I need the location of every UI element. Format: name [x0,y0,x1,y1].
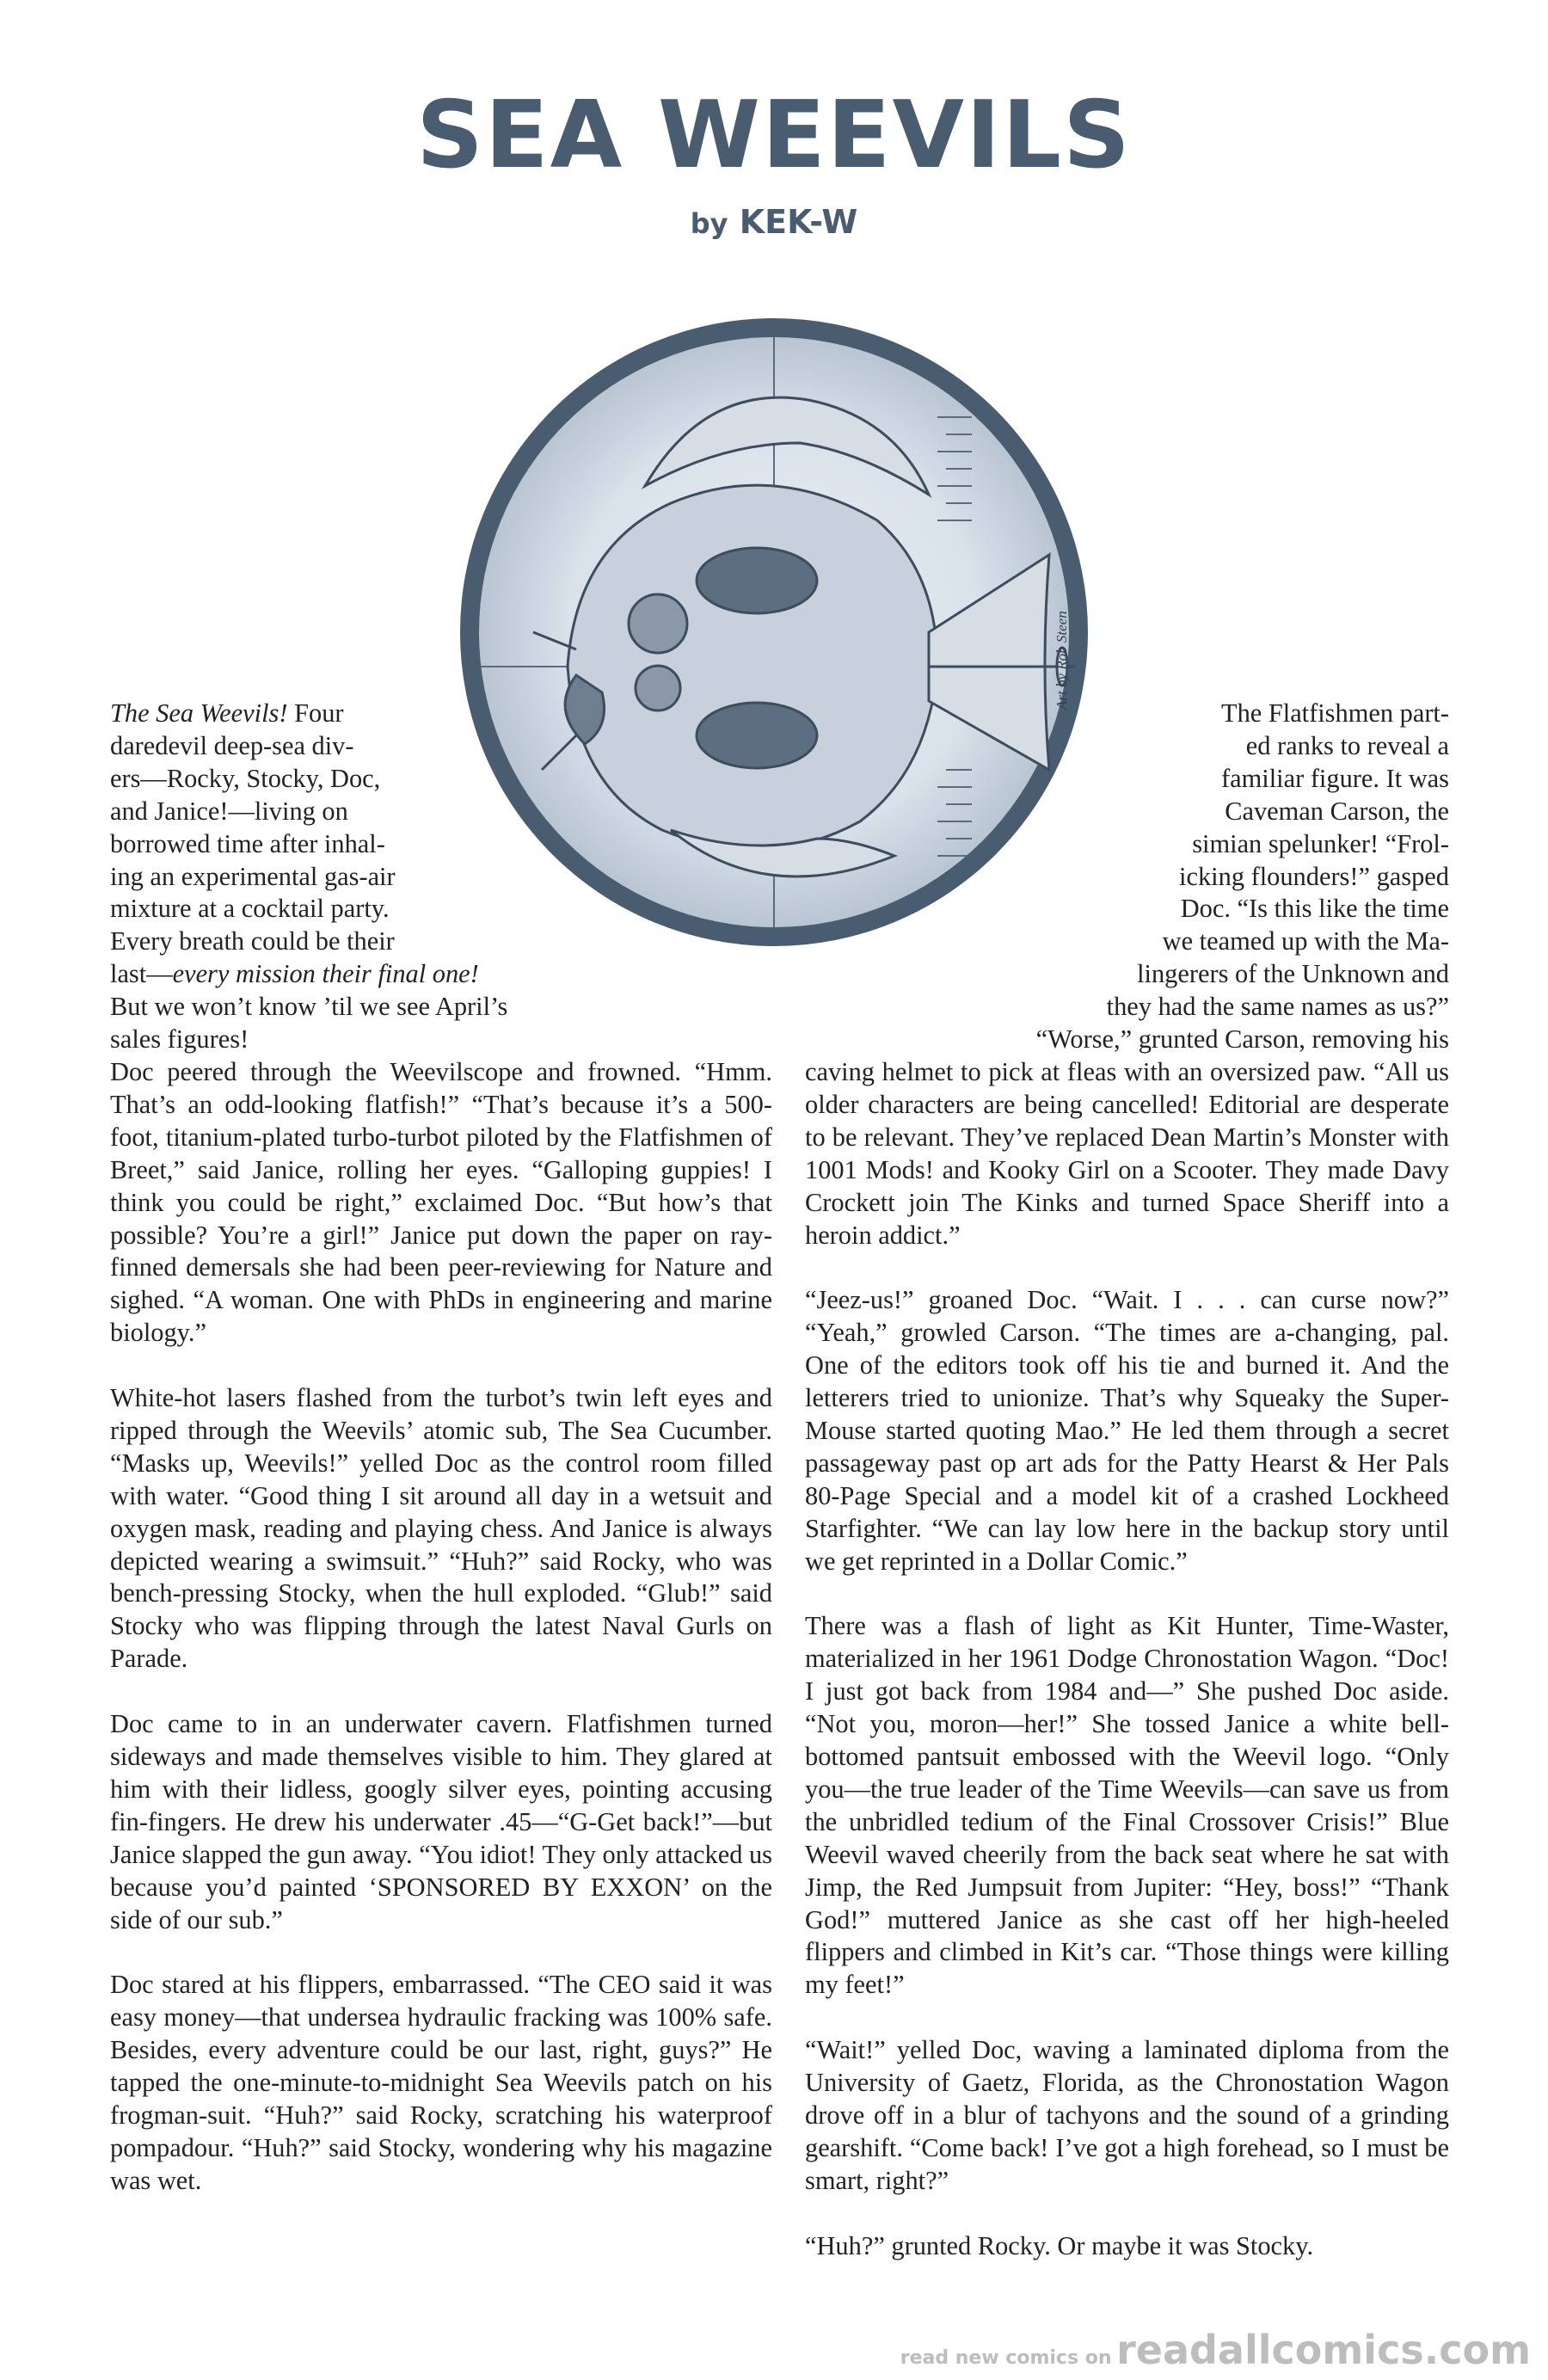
paragraph: White-hot lasers flashed from the turbot’s twin left eyes and ripped through the Weevils’ atomic sub, The Sea Cucumber. “Masks up, Weevils!” yelled Doc as the control room filled with water. “Good thing I sit around all day in a wetsuit and oxygen mask, reading and playing chess. And Janice is always depicted wearing a swimsuit.” “Huh?” said Rocky, who was bench-pressing Stocky, when the hull exploded. “Glub!” said Stocky who was flipping through the latest Naval Gurls on Parade. [110,1383,772,1674]
watermark-prefix: read new comics on [900,2347,1112,2369]
paragraph: caving helmet to pick at fleas with an oversized paw. “All us older characters are being cancelled! Editorial are desperate to be relevant. They’ve replaced Dean Martin’s Monster with 1001 Mods! and Kooky Girl on a Scooter. They made Davy Crockett join The Kinks and turned Space Sheriff into a heroin addict.” [805,1057,1449,1250]
art-credit: Art by Rob Steen [1054,611,1070,710]
paragraph: Doc peered through the Weevilscope and frowned. “Hmm. That’s an odd-looking flatfish!” “That’s because it’s a 500-foot, titanium-plated turbo-turbot piloted by the Flatfishmen of Breet,” said Janice, rolling her eyes. “Galloping guppies! I think you could be right,” exclaimed Doc. “But how’s that possible? You’re a girl!” Janice put down the paper on ray-finned demersals she had been peer-reviewing for Nature and sighed. “A woman. One with PhDs in engineering and marine biology.” [110,1057,772,1348]
byline-by: by [690,207,728,240]
watermark-site[interactable]: readallcomics.com [1116,2327,1531,2373]
left-column [110,1056,772,2198]
fish-gill-lower [697,703,817,768]
fish-eye-lower [636,666,680,710]
intro-right-column: The Flatfishmen part- ed ranks to reveal a familiar figure. It was Caveman Carson, the simian spelunker! “Frol- icking flounders!” gasped Doc. “Is this like the time we teamed up with the Ma- lingerers of the Unknown and they had the same names as us?” “Worse,” grunted Carson, removing his [1035,698,1449,1055]
fish-eye-upper [629,594,687,653]
paragraph: “Jeez-us!” groaned Doc. “Wait. I . . . can curse now?” “Yeah,” growled Carson. “The times are a-changing, pal. One of the editors took off his tie and burned it. And the letterers tried to unionize. That’s why Squeaky the Super-Mouse started quoting Mao.” He led them through a secret passageway past op art ads for the Patty Hearst & Her Pals 80-Page Special and a model kit of a crashed Lockheed Starfighter. “We can lay low here in the backup story until we get reprinted in a Dollar Comic.” [805,1285,1449,1576]
paragraph: “Wait!” yelled Doc, waving a laminated diploma from the University of Gaetz, Florida, as the Chronostation Wagon drove off in a blur of tachyons and the sound of a grinding gearshift. “Come back! I’ve got a high forehead, so I must be smart, right?” [805,2035,1449,2195]
intro-left-column: The Sea Weevils! Four daredevil deep-sea div- ers—Rocky, Stocky, Doc, and Janice!—living on borrowed time after inhal- ing an experimental gas-air mixture at a cocktail party. Every breath could be their last—every mission their final one! But we won’t know ’til we see April’s sales figures! [110,698,557,1056]
fish-gill-upper [697,548,817,613]
paragraph: There was a flash of light as Kit Hunter, Time-Waster, materialized in her 1961 Dodge Chronostation Wagon. “Doc! I just got back from 1984 and—” She pushed Doc aside. “Not you, moron—her!” She tossed Janice a white bell-bottomed pantsuit embossed with the Weevil logo. “Only you—the true leader of the Time Weevils—can save us from the unbridled tedium of the Final Crossover Crisis!” Blue Weevil waved cheerily from the back seat where he sat with Jimp, the Red Jumpsuit from Jupiter: “Hey, boss!” “Thank God!” muttered Janice as she cast off her high-heeled flippers and climbed in Kit’s car. “Those things were killing my feet!” [805,1611,1449,2000]
right-column [805,1056,1449,2262]
paragraph: Doc stared at his flippers, embarrassed. “The CEO said it was easy money—that undersea hydraulic fracking was 100% safe. Besides, every adventure could be our last, right, guys?” He tapped the one-minute-to-midnight Sea Weevils patch on his frogman-suit. “Huh?” said Rocky, scratching his waterproof pompadour. “Huh?” said Stocky, wondering why his magazine was wet. [110,1970,772,2195]
byline [0,203,1548,241]
intro-title: The Sea Weevils! [110,698,288,728]
paragraph: “Huh?” grunted Rocky. Or maybe it was Stocky. [805,2230,1314,2260]
intro-italic-line: last—every mission their final one! [110,959,479,989]
byline-author: KEK-W [739,203,858,241]
fish-body [568,485,937,850]
paragraph: Doc came to in an underwater cavern. Flatfishmen turned sideways and made themselves visible to him. They glared at him with their lidless, googly silver eyes, pointing accusing fin-fingers. He drew his underwater .45—“G-Get back!”—but Janice slapped the gun away. “You idiot! They only attacked us because you’d painted ‘SPONSORED BY EXXON’ on the side of our sub.” [110,1709,773,1934]
intro-first-line: The Sea Weevils! Four [110,698,344,728]
page-title: SEA WEEVILS [416,82,1132,189]
watermark-footer[interactable] [900,2327,1531,2373]
